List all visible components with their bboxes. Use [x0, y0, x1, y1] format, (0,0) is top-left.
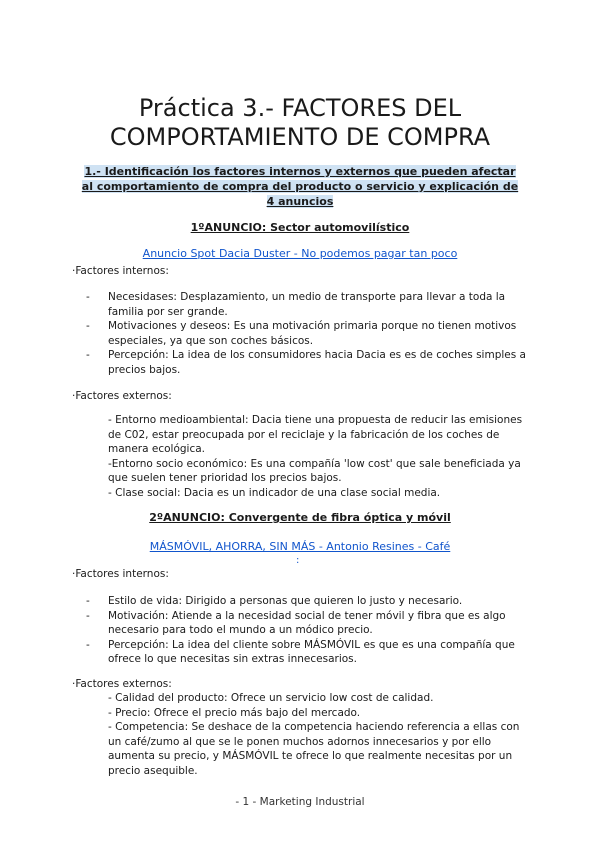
title-line-2: COMPORTAMIENTO DE COMPRA: [109, 123, 491, 151]
question-heading: [80, 164, 520, 209]
list-item: - Percepción: La idea del cliente sobre MÁSMÓVIL es que es una compañía que ofrece lo que necesitas sin extras innecesarios.: [86, 638, 526, 667]
list-item: - Percepción: La idea de los consumidores hacia Dacia es es de coches simples a precios bajos.: [86, 348, 526, 377]
list-item: -Entorno socio económico: Es una compañía 'low cost' que sale beneficiada ya que suelen tener prioridad los precios bajos.: [108, 457, 521, 484]
list-item: - Calidad del producto: Ofrece un servicio low cost de calidad.: [108, 692, 434, 704]
ad1-heading: 1ºANUNCIO: Sector automovilístico: [190, 221, 410, 234]
ad1-internal-list: [86, 290, 526, 377]
list-item: - Competencia: Se deshace de la competencia haciendo referencia a ellas con un café/zumo al que se le ponen muchos adornos innecesarios y por ello aumenta su precio, y MÁSMÓVIL te ofrece lo que realmente necesitas por un precio asequible.: [108, 721, 520, 777]
ad2-external-list: [108, 691, 528, 778]
title-line-1: Práctica 3.- FACTORES DEL: [138, 94, 462, 122]
ad1-internal-label: ·Factores internos:: [72, 265, 169, 277]
ad2-link-continuation[interactable]: :: [296, 555, 300, 566]
ad1-video-link[interactable]: Anuncio Spot Dacia Duster - No podemos pagar tan poco: [142, 247, 458, 260]
ad1-external-list: [108, 413, 528, 500]
list-item: - Clase social: Dacia es un indicador de una clase social media.: [108, 486, 441, 499]
list-item: - Estilo de vida: Dirigido a personas que quieren lo justo y necesario.: [86, 594, 526, 609]
page-title: [40, 94, 560, 152]
list-item: - Motivaciones y deseos: Es una motivación primaria porque no tienen motivos especiales, ya que son coches básicos.: [86, 319, 526, 348]
ad2-external-label: ·Factores externos:: [72, 678, 172, 690]
list-item: - Entorno medioambiental: Dacia tiene una propuesta de reducir las emisiones de C02, estar preocupada por el reciclaje y la fabricación de los coches de manera ecológica.: [108, 414, 523, 455]
ad2-internal-list: [86, 594, 526, 667]
ad2-heading: 2ºANUNCIO: Convergente de fibra óptica y móvil: [149, 511, 451, 524]
ad1-external-label: ·Factores externos:: [72, 390, 172, 402]
list-item: - Motivación: Atiende a la necesidad social de tener móvil y fibra que es algo necesario para todo el mundo a un módico precio.: [86, 609, 526, 638]
ad2-internal-label: ·Factores internos:: [72, 568, 169, 580]
question-text: 1.- Identificación los factores internos y externos que pueden afectar al comportamiento de compra del producto o servicio y explicación de 4 anuncios: [81, 165, 519, 208]
list-item: - Necesidases: Desplazamiento, un medio de transporte para llevar a toda la familia por ser grande.: [86, 290, 526, 319]
list-item: - Precio: Ofrece el precio más bajo del mercado.: [108, 706, 361, 719]
page-footer: - 1 - Marketing Industrial: [235, 796, 365, 808]
ad2-video-link[interactable]: MÁSMÓVIL, AHORRA, SIN MÁS - Antonio Resines - Café: [149, 540, 451, 553]
